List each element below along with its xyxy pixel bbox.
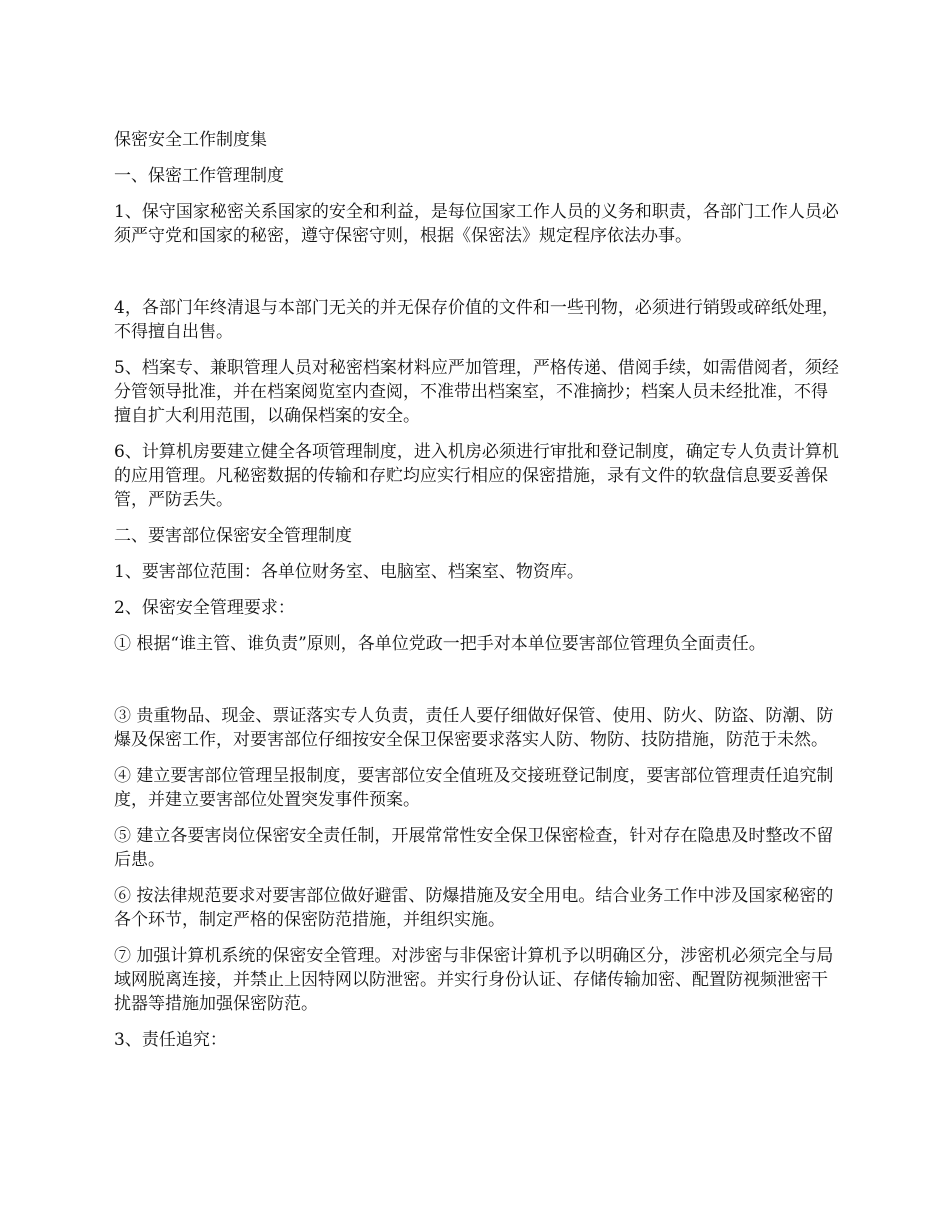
paragraph-1-5: 5、档案专、兼职管理人员对秘密档案材料应严加管理，严格传递、借阅手续，如需借阅者，须经分管领导批准，并在档案阅览室内查阅，不准带出档案室，不准摘抄；档案人员未经批准，不得擅自扩大利用范围，以确保档案的安全。 bbox=[114, 358, 839, 426]
paragraph-1-1: 1、保守国家秘密关系国家的安全和利益，是每位国家工作人员的义务和职责，各部门工作人员必须严守党和国家的秘密，遵守保密守则，根据《保密法》规定程序依法办事。 bbox=[114, 202, 839, 246]
list-item-4: ④ 建立要害部位管理呈报制度，要害部位安全值班及交接班登记制度，要害部位管理责任追究制度，并建立要害部位处置突发事件预案。 bbox=[114, 766, 834, 810]
document-body bbox=[114, 128, 844, 1064]
paragraph-2-2: 2、保密安全管理要求： bbox=[114, 598, 295, 618]
list-item-7: ⑦ 加强计算机系统的保密安全管理。对涉密与非保密计算机予以明确区分，涉密机必须完全与局域网脱离连接，并禁止上因特网以防泄密。并实行身份认证、存储传输加密、配置防视频泄密干扰器等措施加强保密防范。 bbox=[114, 946, 834, 1014]
paragraph-2-3: 3、责任追究： bbox=[114, 1030, 227, 1050]
section-heading-2: 二、要害部位保密安全管理制度 bbox=[114, 526, 352, 546]
paragraph-1-6: 6、计算机房要建立健全各项管理制度，进入机房必须进行审批和登记制度，确定专人负责计算机的应用管理。凡秘密数据的传输和存贮均应实行相应的保密措施，录有文件的软盘信息要妥善保管，严防丢失。 bbox=[114, 442, 839, 510]
list-item-3: ③ 贵重物品、现金、票证落实专人负责，责任人要仔细做好保管、使用、防火、防盗、防潮、防爆及保密工作，对要害部位仔细按安全保卫保密要求落实人防、物防、技防措施，防范于未然。 bbox=[114, 706, 834, 750]
list-item-5: ⑤ 建立各要害岗位保密安全责任制，开展常常性安全保卫保密检查，针对存在隐患及时整改不留后患。 bbox=[114, 826, 834, 870]
document-title: 保密安全工作制度集 bbox=[114, 130, 267, 150]
list-item-6: ⑥ 按法律规范要求对要害部位做好避雷、防爆措施及安全用电。结合业务工作中涉及国家秘密的各个环节，制定严格的保密防范措施，并组织实施。 bbox=[114, 886, 834, 930]
list-item-1: ① 根据“谁主管、谁负责”原则，各单位党政一把手对本单位要害部位管理负全面责任。 bbox=[114, 634, 766, 654]
section-heading-1: 一、保密工作管理制度 bbox=[114, 166, 284, 186]
paragraph-2-1: 1、要害部位范围：各单位财务室、电脑室、档案室、物资库。 bbox=[114, 562, 584, 582]
paragraph-1-4: 4，各部门年终清退与本部门无关的并无保存价值的文件和一些刊物，必须进行销毁或碎纸处理，不得擅自出售。 bbox=[114, 298, 839, 342]
